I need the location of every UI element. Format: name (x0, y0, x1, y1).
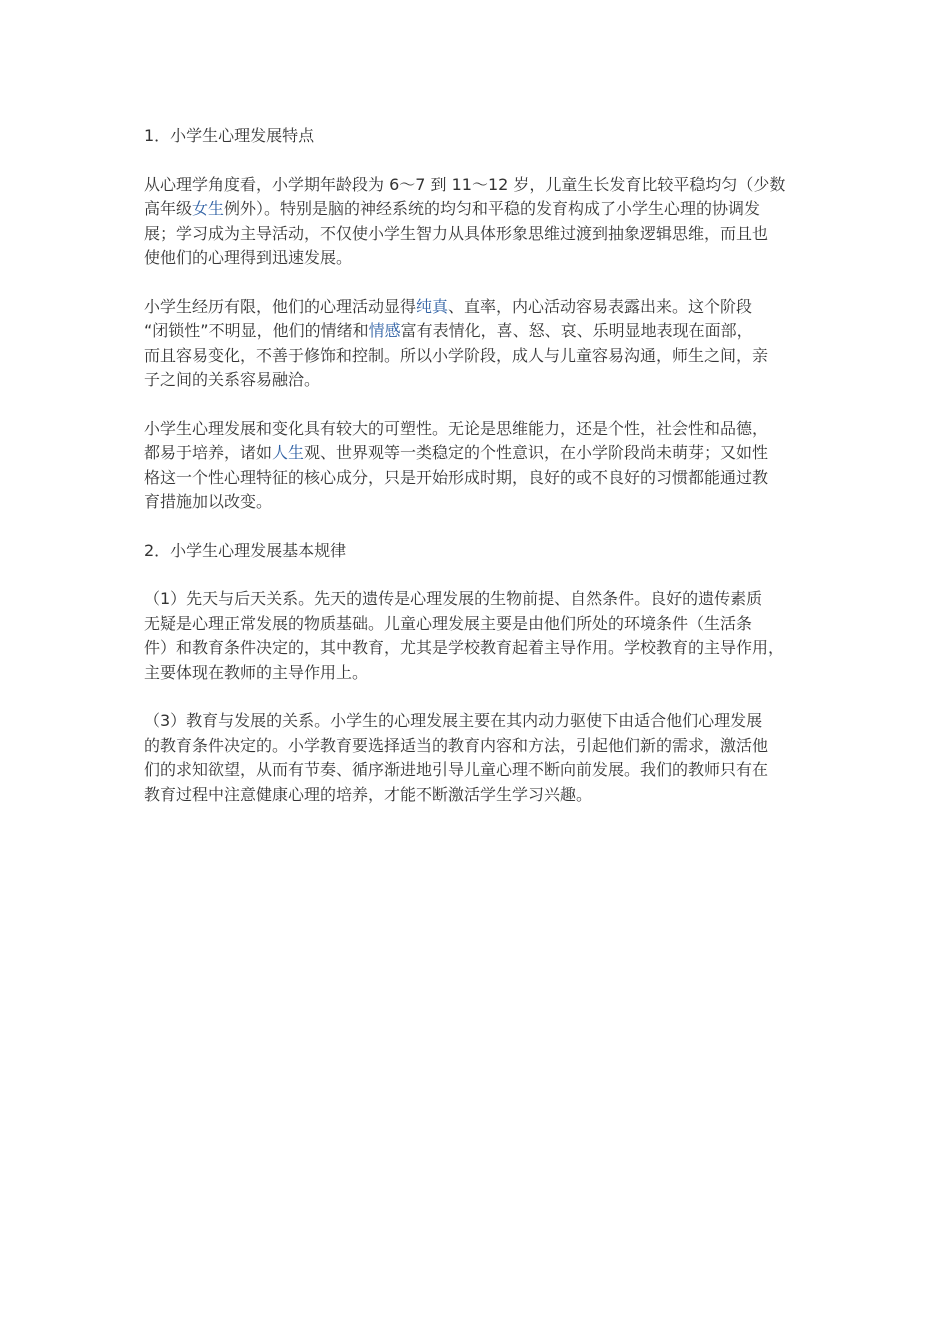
text-segment: 、直率，内心活动容易表露出来。这个阶段 (448, 296, 753, 316)
text-segment: 无疑是心理正常发展的物质基础。儿童心理发展主要是由他们所处的环境条件（生活条 (144, 613, 753, 633)
text-segment: 都易于培养，诸如 (144, 443, 273, 462)
text-line (144, 490, 808, 515)
inline-link[interactable]: 纯真 (416, 296, 449, 316)
text-line (144, 319, 808, 344)
text-segment: 主要体现在教师的主导作用上。 (144, 662, 369, 682)
text-segment: 使他们的心理得到迅速发展。 (144, 248, 353, 267)
text-line (144, 441, 808, 466)
text-segment: 展；学习成为主导活动，不仅使小学生智力从具体形象思维过渡到抽象逻辑思维，而且也 (144, 223, 769, 243)
text-line (144, 709, 808, 734)
text-segment: 的教育条件决定的。小学教育要选择适当的教育内容和方法，引起他们新的需求，激活他 (144, 735, 769, 755)
paragraph (144, 587, 808, 685)
text-segment: 富有表情化，喜、怒、哀、乐明显地表现在面部， (400, 321, 753, 340)
text-line (144, 173, 808, 198)
inline-link[interactable]: 人生 (272, 443, 305, 462)
text-line (144, 783, 808, 808)
text-segment: “闭锁性”不明显，他们的情绪和 (144, 321, 369, 340)
text-segment: 教育过程中注意健康心理的培养，才能不断激活学生学习兴趣。 (144, 784, 593, 804)
text-segment: 们的求知欲望，从而有节奏、循序渐进地引导儿童心理不断向前发展。我们的教师只有在 (144, 760, 769, 779)
text-segment: 观、世界观等一类稳定的个性意识，在小学阶段尚未萌芽；又如性 (304, 443, 769, 462)
text-line (144, 344, 808, 369)
text-line (144, 295, 808, 320)
text-line (144, 734, 808, 759)
paragraph (144, 417, 808, 515)
text-line (144, 222, 808, 247)
text-segment: 高年级 (144, 199, 193, 218)
text-segment: 育措施加以改变。 (144, 492, 273, 511)
text-line (144, 197, 808, 222)
text-line (144, 612, 808, 637)
inline-link[interactable]: 女生 (192, 199, 225, 218)
text-segment: （1）先天与后天关系。先天的遗传是心理发展的生物前提、自然条件。良好的遗传素质 (144, 589, 763, 608)
text-line (144, 587, 808, 612)
text-line (144, 246, 808, 271)
text-segment: 小学生心理发展和变化具有较大的可塑性。无论是思维能力，还是个性，社会性和品德， (144, 418, 769, 438)
document-page (144, 124, 808, 831)
text-line (144, 636, 808, 661)
text-segment: 子之间的关系容易融洽。 (144, 370, 321, 389)
paragraph (144, 295, 808, 393)
paragraph (144, 173, 808, 271)
section-heading: 2．小学生心理发展基本规律 (144, 540, 347, 560)
section-heading: 1．小学生心理发展特点 (144, 126, 315, 145)
text-segment: 小学生经历有限，他们的心理活动显得 (144, 296, 417, 316)
text-line (144, 661, 808, 686)
text-segment: 件）和教育条件决定的，其中教育，尤其是学校教育起着主导作用。学校教育的主导作用， (144, 638, 785, 657)
text-segment: 例外）。特别是脑的神经系统的均匀和平稳的发育构成了小学生心理的协调发 (224, 199, 761, 218)
inline-link[interactable]: 情感 (368, 321, 401, 340)
text-line (144, 368, 808, 393)
text-line (144, 758, 808, 783)
text-segment: 格这一个性心理特征的核心成分，只是开始形成时期，良好的或不良好的习惯都能通过教 (144, 467, 769, 487)
text-segment: 从心理学角度看，小学期年龄段为 6～7 到 11～12 岁，儿童生长发育比较平稳均匀（少数 (144, 174, 786, 194)
text-line (144, 417, 808, 442)
text-segment: 而且容易变化，不善于修饰和控制。所以小学阶段，成人与儿童容易沟通，师生之间，亲 (144, 345, 769, 365)
text-segment: （3）教育与发展的关系。小学生的心理发展主要在其内动力驱使下由适合他们心理发展 (144, 711, 763, 730)
text-line (144, 466, 808, 491)
paragraph (144, 709, 808, 807)
